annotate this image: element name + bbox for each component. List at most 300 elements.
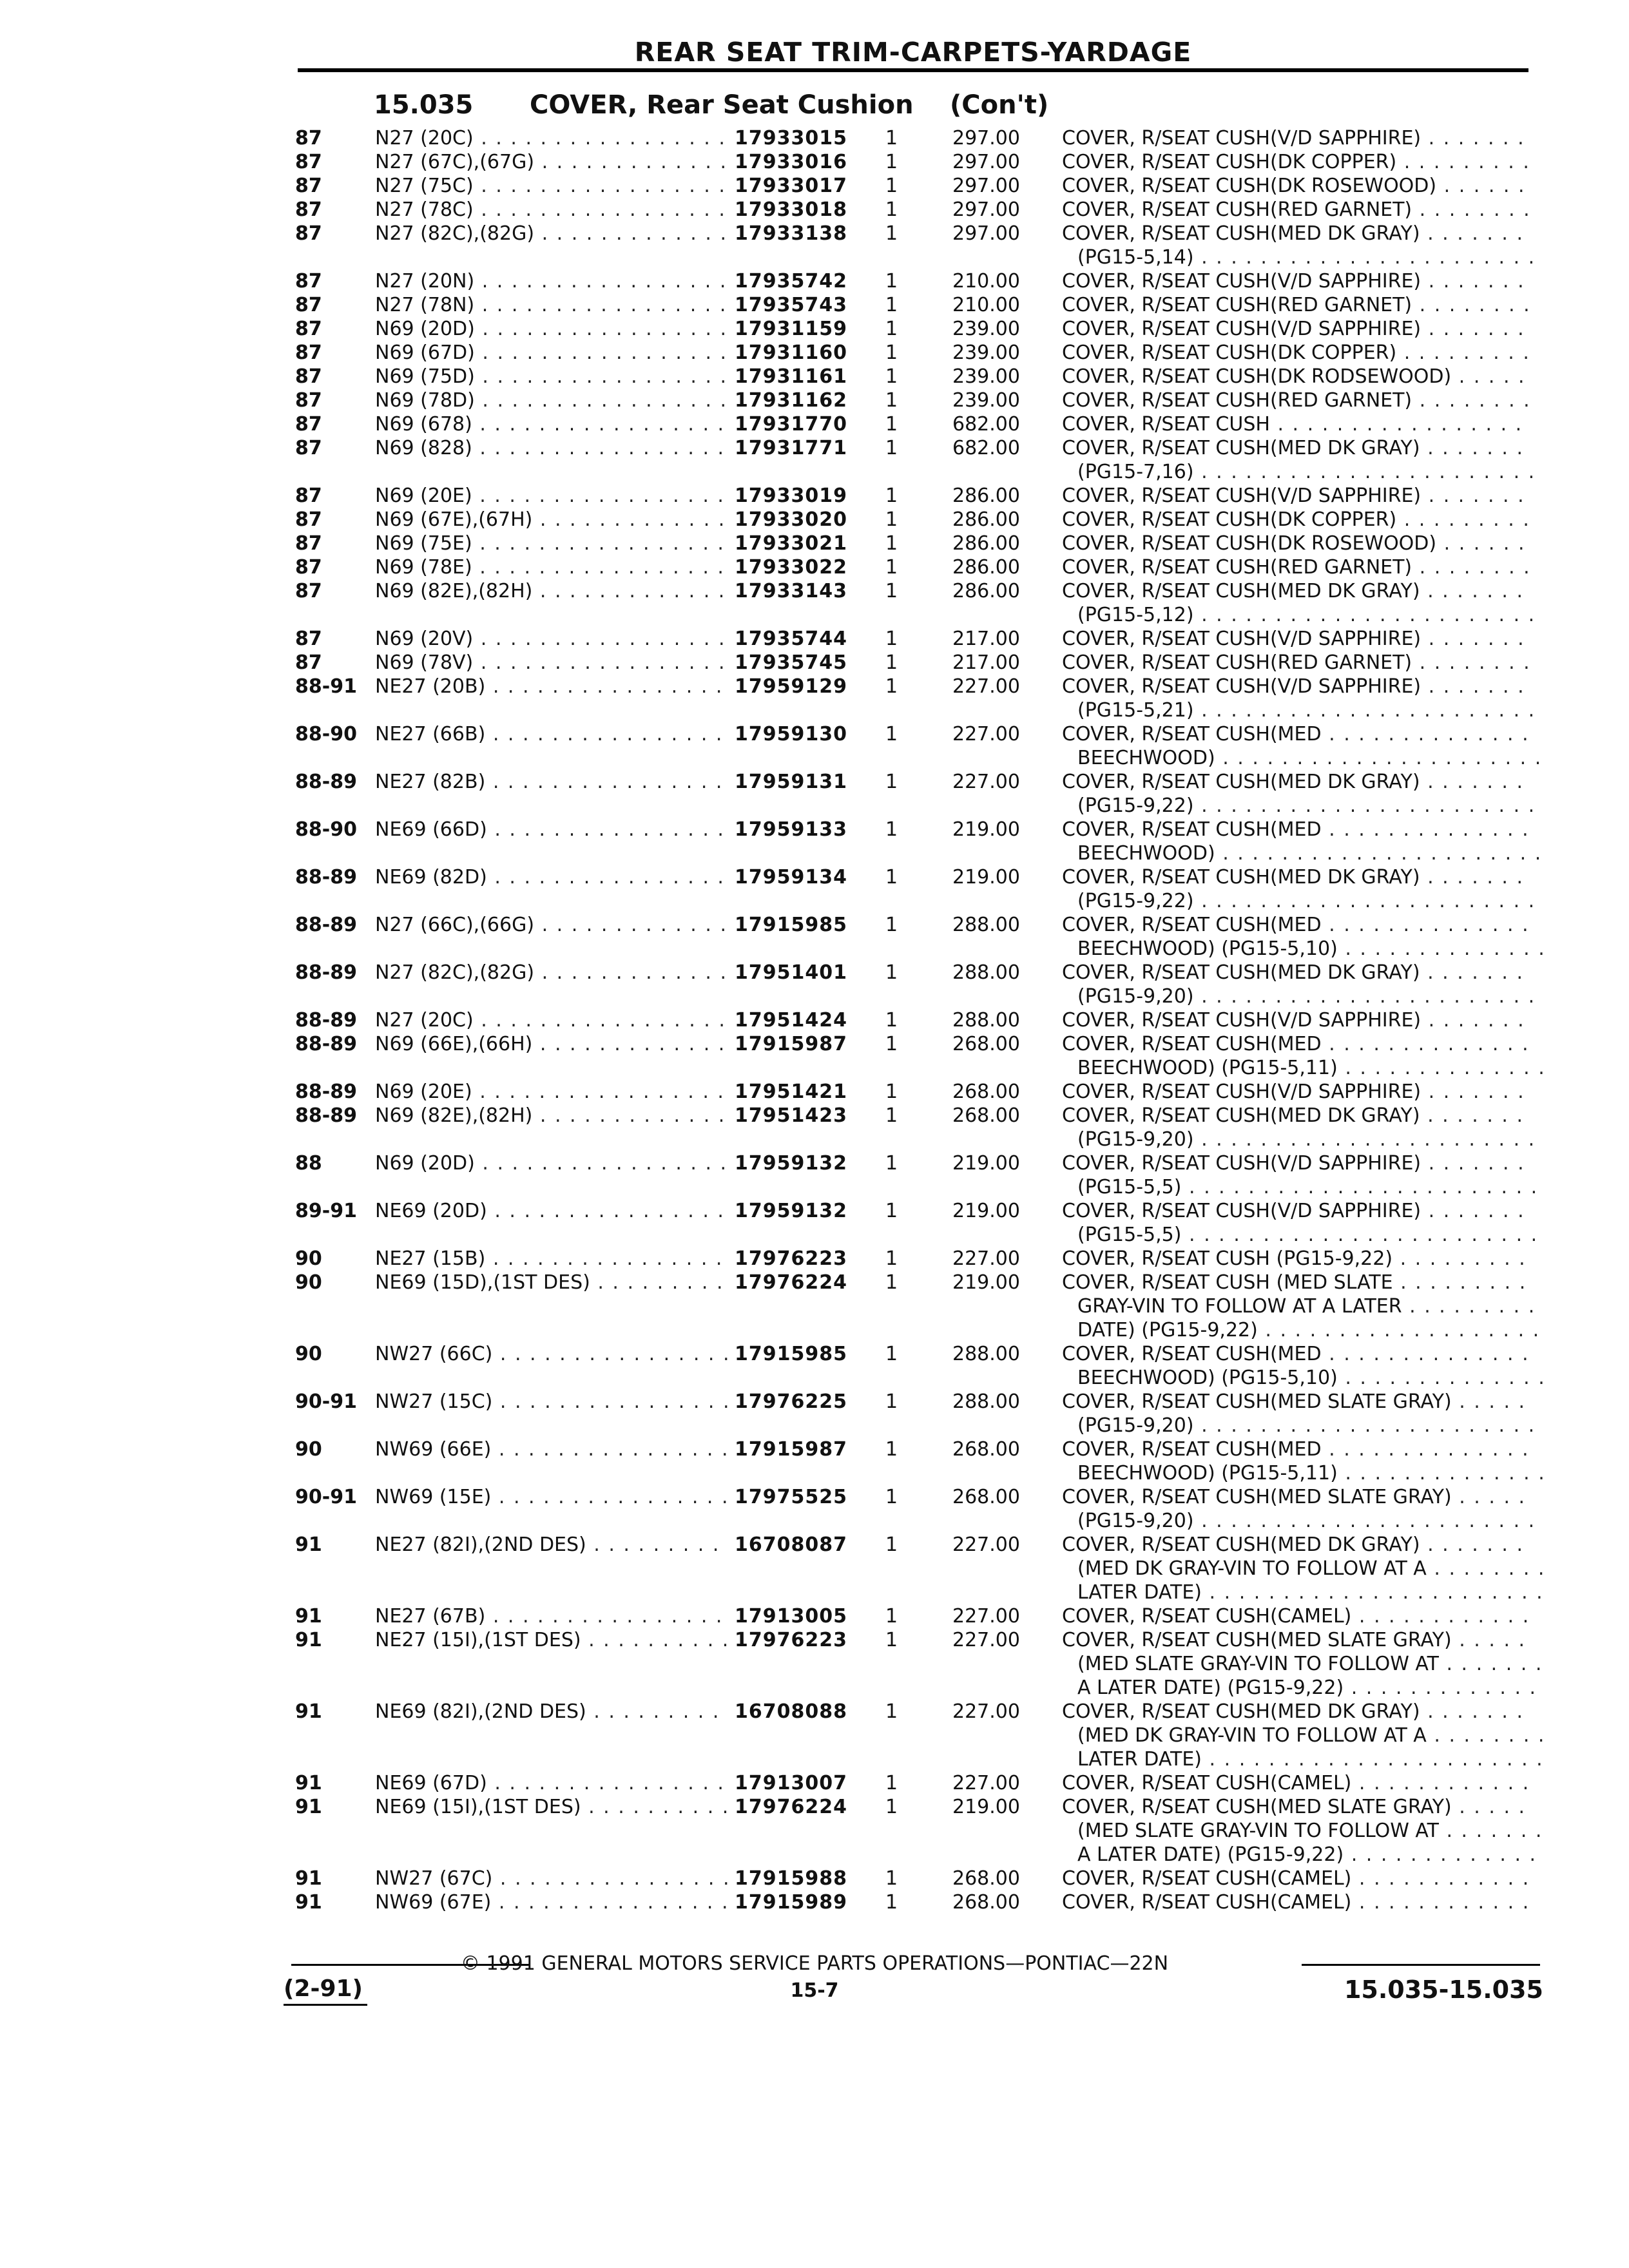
year-cell: 87	[295, 580, 322, 602]
parts-row	[0, 770, 1629, 794]
parts-row-continuation	[0, 1509, 1629, 1533]
description-cell: COVER, R/SEAT CUSH(RED GARNET) . . .	[1062, 389, 1529, 412]
quantity-cell: 1	[885, 1796, 898, 1818]
parts-row	[0, 389, 1629, 412]
year-cell: 90	[295, 1438, 322, 1461]
price-cell: 239.00	[952, 389, 1020, 412]
quantity-cell: 1	[885, 341, 898, 364]
model-cell: N27 (82C),(82G) . . .	[375, 222, 729, 245]
model-cell: N27 (78N) . . .	[375, 293, 729, 317]
parts-row	[0, 198, 1629, 222]
description-continuation: BEECHWOOD) (PG15-5,11) . . .	[1077, 1461, 1545, 1485]
description-continuation: (PG15-9,20) . . .	[1077, 1509, 1545, 1533]
part-number-cell: 17933017	[735, 175, 847, 197]
description-cell: COVER, R/SEAT CUSH(V/D SAPPHIRE) . . .	[1062, 317, 1529, 341]
quantity-cell: 1	[885, 914, 898, 936]
year-cell: 87	[295, 485, 322, 507]
description-continuation: (PG15-9,20) . . .	[1077, 985, 1545, 1008]
quantity-cell: 1	[885, 175, 898, 197]
model-cell: N69 (75E) . . .	[375, 532, 729, 555]
year-cell: 88	[295, 1152, 322, 1175]
quantity-cell: 1	[885, 961, 898, 984]
part-number-cell: 17931161	[735, 365, 847, 388]
price-cell: 268.00	[952, 1104, 1020, 1127]
parts-row	[0, 865, 1629, 889]
parts-row-continuation	[0, 1652, 1629, 1676]
model-cell: NW27 (67C) . . .	[375, 1867, 729, 1890]
year-cell: 88-89	[295, 1009, 357, 1032]
year-cell: 91	[295, 1867, 322, 1890]
parts-row	[0, 1485, 1629, 1509]
parts-row	[0, 722, 1629, 746]
description-continuation: GRAY-VIN TO FOLLOW AT A LATER . . .	[1077, 1294, 1545, 1318]
description-cell: COVER, R/SEAT CUSH(CAMEL) . . .	[1062, 1890, 1529, 1914]
model-cell: N27 (75C) . . .	[375, 174, 729, 198]
model-cell: NE69 (67D) . . .	[375, 1771, 729, 1795]
year-cell: 91	[295, 1891, 322, 1914]
model-cell: N69 (678) . . .	[375, 412, 729, 436]
description-cell: COVER, R/SEAT CUSH(V/D SAPPHIRE) . . .	[1062, 269, 1529, 293]
quantity-cell: 1	[885, 1271, 898, 1294]
description-cell: COVER, R/SEAT CUSH(MED SLATE GRAY) . . .	[1062, 1390, 1529, 1414]
description-cell: COVER, R/SEAT CUSH(DK COPPER) . . .	[1062, 508, 1529, 532]
description-cell: COVER, R/SEAT CUSH(RED GARNET) . . .	[1062, 555, 1529, 579]
model-cell: N69 (82E),(82H) . . .	[375, 579, 729, 603]
description-continuation: (MED SLATE GRAY-VIN TO FOLLOW AT . . .	[1077, 1652, 1545, 1676]
description-cell: COVER, R/SEAT CUSH(DK RODSEWOOD) . . .	[1062, 365, 1529, 389]
year-cell: 87	[295, 651, 322, 674]
model-cell: N69 (78E) . . .	[375, 555, 729, 579]
description-cell: COVER, R/SEAT CUSH(MED . . .	[1062, 1032, 1529, 1056]
parts-row	[0, 508, 1629, 532]
parts-row	[0, 651, 1629, 675]
price-cell: 217.00	[952, 628, 1020, 650]
parts-row	[0, 412, 1629, 436]
year-cell: 87	[295, 437, 322, 459]
part-number-cell: 17931160	[735, 341, 847, 364]
quantity-cell: 1	[885, 723, 898, 745]
description-cell: COVER, R/SEAT CUSH(V/D SAPPHIRE) . . .	[1062, 627, 1529, 651]
year-cell: 87	[295, 151, 322, 173]
price-cell: 219.00	[952, 1271, 1020, 1294]
description-continuation: (MED DK GRAY-VIN TO FOLLOW AT A . . .	[1077, 1724, 1545, 1747]
price-cell: 227.00	[952, 1247, 1020, 1270]
price-cell: 297.00	[952, 151, 1020, 173]
model-cell: N27 (20C) . . .	[375, 1008, 729, 1032]
year-cell: 90-91	[295, 1486, 357, 1508]
quantity-cell: 1	[885, 675, 898, 698]
quantity-cell: 1	[885, 866, 898, 889]
year-cell: 88-89	[295, 771, 357, 793]
description-cell: COVER, R/SEAT CUSH(V/D SAPPHIRE) . . .	[1062, 484, 1529, 508]
parts-row	[0, 627, 1629, 651]
year-cell: 87	[295, 270, 322, 293]
quantity-cell: 1	[885, 1343, 898, 1365]
parts-row	[0, 532, 1629, 555]
description-cell: COVER, R/SEAT CUSH(MED DK GRAY) . . .	[1062, 579, 1529, 603]
price-cell: 227.00	[952, 1772, 1020, 1794]
section-heading	[0, 90, 1629, 122]
model-cell: N27 (78C) . . .	[375, 198, 729, 222]
description-cell: COVER, R/SEAT CUSH(DK COPPER) . . .	[1062, 341, 1529, 365]
part-number-cell: 17933018	[735, 198, 847, 221]
part-number-cell: 17935744	[735, 628, 847, 650]
description-cell: COVER, R/SEAT CUSH(DK ROSEWOOD) . . .	[1062, 532, 1529, 555]
price-cell: 219.00	[952, 818, 1020, 841]
quantity-cell: 1	[885, 1772, 898, 1794]
parts-row	[0, 1032, 1629, 1056]
price-cell: 227.00	[952, 675, 1020, 698]
year-cell: 88-91	[295, 675, 357, 698]
price-cell: 286.00	[952, 532, 1020, 555]
price-cell: 268.00	[952, 1081, 1020, 1103]
model-cell: NE27 (67B) . . .	[375, 1604, 729, 1628]
parts-row	[0, 293, 1629, 317]
description-cell: COVER, R/SEAT CUSH(MED DK GRAY) . . .	[1062, 1533, 1529, 1557]
quantity-cell: 1	[885, 294, 898, 316]
quantity-cell: 1	[885, 1390, 898, 1413]
quantity-cell: 1	[885, 1009, 898, 1032]
year-cell: 91	[295, 1629, 322, 1651]
part-number-cell: 17931771	[735, 437, 847, 459]
description-continuation: (PG15-9,22) . . .	[1077, 794, 1545, 818]
quantity-cell: 1	[885, 651, 898, 674]
quantity-cell: 1	[885, 413, 898, 436]
price-cell: 227.00	[952, 771, 1020, 793]
description-cell: COVER, R/SEAT CUSH . . .	[1062, 412, 1529, 436]
description-cell: COVER, R/SEAT CUSH(MED . . .	[1062, 818, 1529, 841]
quantity-cell: 1	[885, 1700, 898, 1723]
year-cell: 88-89	[295, 914, 357, 936]
parts-row	[0, 1628, 1629, 1652]
year-cell: 89-91	[295, 1200, 357, 1222]
year-cell: 87	[295, 389, 322, 412]
parts-row-continuation	[0, 460, 1629, 484]
quantity-cell: 1	[885, 1533, 898, 1556]
parts-row	[0, 1795, 1629, 1819]
price-cell: 297.00	[952, 127, 1020, 149]
parts-row-continuation	[0, 889, 1629, 913]
model-cell: NE69 (66D) . . .	[375, 818, 729, 841]
parts-row-continuation	[0, 1056, 1629, 1080]
quantity-cell: 1	[885, 1867, 898, 1890]
year-cell: 90	[295, 1271, 322, 1294]
parts-row	[0, 341, 1629, 365]
description-continuation: (PG15-5,5) . . .	[1077, 1175, 1545, 1199]
description-continuation: (PG15-9,20) . . .	[1077, 1128, 1545, 1151]
parts-row	[0, 222, 1629, 245]
model-cell: NE27 (20B) . . .	[375, 675, 729, 698]
price-cell: 297.00	[952, 198, 1020, 221]
model-cell: NE69 (15I),(1ST DES) . . .	[375, 1795, 729, 1819]
model-cell: NE27 (66B) . . .	[375, 722, 729, 746]
year-cell: 87	[295, 508, 322, 531]
year-cell: 87	[295, 198, 322, 221]
price-cell: 210.00	[952, 294, 1020, 316]
parts-row-continuation	[0, 1843, 1629, 1867]
part-number-cell: 17913007	[735, 1772, 847, 1794]
parts-row-continuation	[0, 245, 1629, 269]
description-cell: COVER, R/SEAT CUSH(CAMEL) . . .	[1062, 1771, 1529, 1795]
description-cell: COVER, R/SEAT CUSH(MED DK GRAY) . . .	[1062, 436, 1529, 460]
price-cell: 227.00	[952, 1533, 1020, 1556]
year-cell: 91	[295, 1796, 322, 1818]
quantity-cell: 1	[885, 556, 898, 579]
parts-row	[0, 579, 1629, 603]
parts-row	[0, 1247, 1629, 1271]
quantity-cell: 1	[885, 437, 898, 459]
section-title: COVER, Rear Seat Cushion	[530, 90, 914, 120]
parts-row	[0, 961, 1629, 985]
parts-row	[0, 1604, 1629, 1628]
part-number-cell: 16708088	[735, 1700, 847, 1723]
parts-row-continuation	[0, 1724, 1629, 1747]
year-cell: 87	[295, 175, 322, 197]
parts-row-continuation	[0, 1294, 1629, 1318]
model-cell: NE27 (15B) . . .	[375, 1247, 729, 1271]
description-continuation: A LATER DATE) (PG15-9,22) . . .	[1077, 1843, 1545, 1867]
model-cell: NW69 (15E) . . .	[375, 1485, 729, 1509]
parts-row	[0, 555, 1629, 579]
price-cell: 268.00	[952, 1486, 1020, 1508]
quantity-cell: 1	[885, 1629, 898, 1651]
part-number-cell: 17915985	[735, 1343, 847, 1365]
description-cell: COVER, R/SEAT CUSH(MED . . .	[1062, 1437, 1529, 1461]
year-cell: 87	[295, 294, 322, 316]
model-cell: NE69 (15D),(1ST DES) . . .	[375, 1271, 729, 1294]
price-cell: 286.00	[952, 580, 1020, 602]
parts-row	[0, 174, 1629, 198]
model-cell: N69 (20D) . . .	[375, 1151, 729, 1175]
part-number-cell: 17951401	[735, 961, 847, 984]
description-continuation: LATER DATE) . . .	[1077, 1581, 1545, 1604]
model-cell: N69 (20E) . . .	[375, 1080, 729, 1104]
parts-row-continuation	[0, 1128, 1629, 1151]
year-cell: 91	[295, 1700, 322, 1723]
quantity-cell: 1	[885, 365, 898, 388]
quantity-cell: 1	[885, 389, 898, 412]
model-cell: N69 (20V) . . .	[375, 627, 729, 651]
parts-row-continuation	[0, 603, 1629, 627]
part-number-cell: 17959132	[735, 1152, 847, 1175]
quantity-cell: 1	[885, 1486, 898, 1508]
year-cell: 87	[295, 365, 322, 388]
description-cell: COVER, R/SEAT CUSH(DK COPPER) . . .	[1062, 150, 1529, 174]
parts-row	[0, 675, 1629, 698]
model-cell: NE27 (15I),(1ST DES) . . .	[375, 1628, 729, 1652]
model-cell: NW27 (15C) . . .	[375, 1390, 729, 1414]
year-cell: 87	[295, 628, 322, 650]
price-cell: 227.00	[952, 1629, 1020, 1651]
parts-row	[0, 150, 1629, 174]
description-continuation: BEECHWOOD) . . .	[1077, 746, 1545, 770]
price-cell: 288.00	[952, 961, 1020, 984]
parts-row	[0, 317, 1629, 341]
parts-row	[0, 818, 1629, 841]
description-cell: COVER, R/SEAT CUSH(MED . . .	[1062, 1342, 1529, 1366]
model-cell: NE69 (82D) . . .	[375, 865, 729, 889]
part-number-cell: 17951423	[735, 1104, 847, 1127]
price-cell: 219.00	[952, 866, 1020, 889]
description-cell: COVER, R/SEAT CUSH (PG15-9,22) . . .	[1062, 1247, 1529, 1271]
part-number-cell: 17933019	[735, 485, 847, 507]
part-number-cell: 17959130	[735, 723, 847, 745]
part-number-cell: 17951424	[735, 1009, 847, 1032]
model-cell: N69 (67E),(67H) . . .	[375, 508, 729, 532]
footer-page-number: 15-7	[790, 1979, 839, 2002]
quantity-cell: 1	[885, 580, 898, 602]
price-cell: 227.00	[952, 723, 1020, 745]
price-cell: 286.00	[952, 508, 1020, 531]
part-number-cell: 17935742	[735, 270, 847, 293]
description-cell: COVER, R/SEAT CUSH(RED GARNET) . . .	[1062, 293, 1529, 317]
price-cell: 239.00	[952, 341, 1020, 364]
description-cell: COVER, R/SEAT CUSH(V/D SAPPHIRE) . . .	[1062, 1151, 1529, 1175]
section-continued: (Con't)	[950, 90, 1049, 120]
description-continuation: (PG15-5,12) . . .	[1077, 603, 1545, 627]
part-number-cell: 17933015	[735, 127, 847, 149]
part-number-cell: 17913005	[735, 1605, 847, 1628]
year-cell: 88-89	[295, 1033, 357, 1055]
model-cell: N27 (66C),(66G) . . .	[375, 913, 729, 937]
model-cell: NW69 (66E) . . .	[375, 1437, 729, 1461]
price-cell: 297.00	[952, 175, 1020, 197]
description-cell: COVER, R/SEAT CUSH(MED DK GRAY) . . .	[1062, 1104, 1529, 1128]
price-cell: 227.00	[952, 1605, 1020, 1628]
parts-row	[0, 913, 1629, 937]
parts-row	[0, 1008, 1629, 1032]
description-continuation: LATER DATE) . . .	[1077, 1747, 1545, 1771]
part-number-cell: 17935743	[735, 294, 847, 316]
parts-row	[0, 1199, 1629, 1223]
model-cell: NE69 (20D) . . .	[375, 1199, 729, 1223]
year-cell: 90	[295, 1343, 322, 1365]
part-number-cell: 17976224	[735, 1796, 847, 1818]
quantity-cell: 1	[885, 508, 898, 531]
description-cell: COVER, R/SEAT CUSH(V/D SAPPHIRE) . . .	[1062, 126, 1529, 150]
quantity-cell: 1	[885, 127, 898, 149]
part-number-cell: 17933020	[735, 508, 847, 531]
price-cell: 286.00	[952, 485, 1020, 507]
part-number-cell: 17959131	[735, 771, 847, 793]
parts-row-continuation	[0, 1175, 1629, 1199]
model-cell: N27 (67C),(67G) . . .	[375, 150, 729, 174]
part-number-cell: 17959134	[735, 866, 847, 889]
part-number-cell: 17951421	[735, 1081, 847, 1103]
model-cell: N27 (20C) . . .	[375, 126, 729, 150]
description-continuation: (MED SLATE GRAY-VIN TO FOLLOW AT . . .	[1077, 1819, 1545, 1843]
parts-row-continuation	[0, 698, 1629, 722]
year-cell: 87	[295, 556, 322, 579]
parts-row-continuation	[0, 794, 1629, 818]
parts-row-continuation	[0, 937, 1629, 961]
parts-row	[0, 1080, 1629, 1104]
parts-row	[0, 1151, 1629, 1175]
year-cell: 88-89	[295, 961, 357, 984]
parts-row	[0, 365, 1629, 389]
price-cell: 268.00	[952, 1891, 1020, 1914]
parts-row-continuation	[0, 1414, 1629, 1437]
parts-row-continuation	[0, 1581, 1629, 1604]
description-cell: COVER, R/SEAT CUSH (MED SLATE . . .	[1062, 1271, 1529, 1294]
price-cell: 219.00	[952, 1796, 1020, 1818]
description-continuation: (PG15-5,14) . . .	[1077, 245, 1545, 269]
part-number-cell: 17959132	[735, 1200, 847, 1222]
parts-row	[0, 1271, 1629, 1294]
part-number-cell: 17975525	[735, 1486, 847, 1508]
part-number-cell: 16708087	[735, 1533, 847, 1556]
part-number-cell: 17931159	[735, 318, 847, 340]
price-cell: 288.00	[952, 914, 1020, 936]
description-continuation: DATE) (PG15-9,22) . . .	[1077, 1318, 1545, 1342]
quantity-cell: 1	[885, 151, 898, 173]
price-cell: 217.00	[952, 651, 1020, 674]
year-cell: 91	[295, 1605, 322, 1628]
description-continuation: BEECHWOOD) (PG15-5,10) . . .	[1077, 1366, 1545, 1390]
description-cell: COVER, R/SEAT CUSH(V/D SAPPHIRE) . . .	[1062, 1008, 1529, 1032]
model-cell: N69 (75D) . . .	[375, 365, 729, 389]
quantity-cell: 1	[885, 771, 898, 793]
part-number-cell: 17976223	[735, 1629, 847, 1651]
parts-row-continuation	[0, 1318, 1629, 1342]
description-cell: COVER, R/SEAT CUSH(DK ROSEWOOD) . . .	[1062, 174, 1529, 198]
description-continuation: (PG15-7,16) . . .	[1077, 460, 1545, 484]
quantity-cell: 1	[885, 818, 898, 841]
parts-row	[0, 1390, 1629, 1414]
year-cell: 87	[295, 222, 322, 245]
model-cell: N69 (66E),(66H) . . .	[375, 1032, 729, 1056]
parts-row-continuation	[0, 1557, 1629, 1581]
part-number-cell: 17933143	[735, 580, 847, 602]
quantity-cell: 1	[885, 1438, 898, 1461]
description-continuation: BEECHWOOD) (PG15-5,11) . . .	[1077, 1056, 1545, 1080]
description-cell: COVER, R/SEAT CUSH(RED GARNET) . . .	[1062, 198, 1529, 222]
part-number-cell: 17933022	[735, 556, 847, 579]
price-cell: 288.00	[952, 1343, 1020, 1365]
quantity-cell: 1	[885, 198, 898, 221]
quantity-cell: 1	[885, 222, 898, 245]
page-title: REAR SEAT TRIM-CARPETS-YARDAGE	[634, 37, 1192, 68]
quantity-cell: 1	[885, 1247, 898, 1270]
description-cell: COVER, R/SEAT CUSH(MED . . .	[1062, 722, 1529, 746]
model-cell: N69 (78D) . . .	[375, 389, 729, 412]
parts-row-continuation	[0, 1819, 1629, 1843]
year-cell: 87	[295, 532, 322, 555]
part-number-cell: 17915989	[735, 1891, 847, 1914]
price-cell: 286.00	[952, 556, 1020, 579]
part-number-cell: 17976223	[735, 1247, 847, 1270]
description-continuation: BEECHWOOD) . . .	[1077, 841, 1545, 865]
model-cell: NE69 (82I),(2ND DES) . . .	[375, 1700, 729, 1724]
parts-row	[0, 126, 1629, 150]
footer-section-range: 15.035-15.035	[1344, 1975, 1543, 2004]
parts-row-continuation	[0, 1461, 1629, 1485]
description-cell: COVER, R/SEAT CUSH(MED DK GRAY) . . .	[1062, 770, 1529, 794]
year-cell: 90	[295, 1247, 322, 1270]
quantity-cell: 1	[885, 1033, 898, 1055]
parts-row-continuation	[0, 841, 1629, 865]
quantity-cell: 1	[885, 318, 898, 340]
parts-row	[0, 1104, 1629, 1128]
part-number-cell: 17931162	[735, 389, 847, 412]
footer-date-underline	[284, 2004, 367, 2006]
year-cell: 90-91	[295, 1390, 357, 1413]
price-cell: 239.00	[952, 365, 1020, 388]
model-cell: N27 (82C),(82G) . . .	[375, 961, 729, 985]
description-cell: COVER, R/SEAT CUSH(MED DK GRAY) . . .	[1062, 222, 1529, 245]
part-number-cell: 17915987	[735, 1438, 847, 1461]
model-cell: N27 (20N) . . .	[375, 269, 729, 293]
